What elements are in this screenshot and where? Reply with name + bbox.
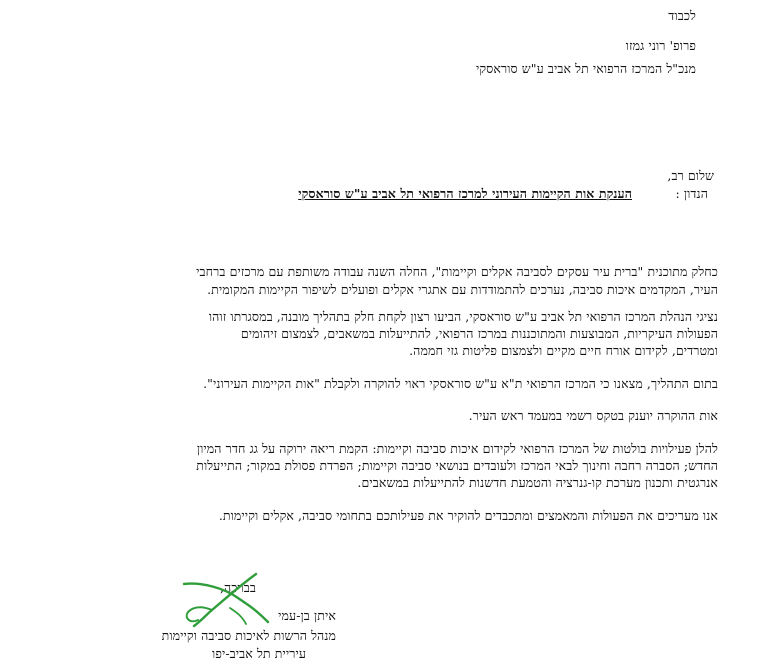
recipient-title: מנכ"ל המרכז הרפואי תל אביב ע"ש סוראסקי <box>475 61 696 76</box>
signature-title: מנהל הרשות לאיכות סביבה וקיימות <box>161 628 336 643</box>
paragraph-5-line-1: להלן פעילויות בולטות של המרכז הרפואי לקידום איכות סביבה וקיימות: הקמת ריאה ירוקה על גג חדר המיון <box>196 441 718 456</box>
signature-name: איתן בן-עמי <box>278 608 336 623</box>
greeting: שלום רב, <box>667 168 714 183</box>
paragraph-4-line-1: אות ההוקרה יוענק בטקס רשמי במעמד ראש העיר. <box>468 408 718 423</box>
paragraph-2-line-3: ומטרדים, לקידום אורח חיים מקיים ולצמצום פליטות גזי חממה. <box>409 343 718 358</box>
subject-label: הנדון : <box>675 186 708 201</box>
paragraph-6-line-1: אנו מעריכים את הפעולות והמאמצים ומתכבדים להוקיר את פעילותכם בתחומי סביבה, אקלים וקיימות. <box>218 508 718 523</box>
paragraph-3-line-1: בתום התהליך, מצאנו כי המרכז הרפואי ת"א ע"ש סוראסקי ראוי להוקרה ולקבלת "אות הקיימות העירוני". <box>203 376 718 391</box>
signature-organization: עיריית תל אביב-יפו <box>212 646 306 661</box>
paragraph-1-line-2: העיר, המקדמים איכות סביבה, נערכים להתמודדות עם אתגרי אקלים ופועלים לשיפור הקיימות המקומית. <box>207 282 718 297</box>
recipient-name: פרופ' רוני גמזו <box>625 38 696 53</box>
recipient-salutation: לכבוד <box>668 8 696 23</box>
paragraph-5-line-2: החדש; הסברה רחבה וחינוך לבאי המרכז ולעובדים בנושאי סביבה וקיימות; הפרדת פסולת במקור; התייעלות <box>196 458 718 473</box>
paragraph-2-line-1: נציגי הנהלת המרכז הרפואי תל אביב ע"ש סוראסקי, הביעו רצון לקחת חלק בתהליך מובנה, במסגרתו זוהו <box>208 309 718 324</box>
subject-text: הענקת אות הקיימות העירוני למרכז הרפואי תל אביב ע"ש סוראסקי <box>298 186 632 201</box>
signature-closing: בברכה, <box>219 580 256 595</box>
paragraph-1-line-1: כחלק מתוכנית "ברית עיר עסקים לסביבה אקלים וקיימות", החלה השנה עבודה משותפת עם מרכזים ברחבי <box>196 264 718 279</box>
paragraph-2-line-2: הפעולות העיקריות, המבוצעות והמתוכננות במרכז הרפואי, להתייעלות במשאבים, לצמצום זיהומים <box>240 326 718 341</box>
paragraph-5-line-3: אנרגטית ותכנון מערכת קו-גנרציה והטמעת חדשנות להתייעלות במשאבים. <box>357 475 718 490</box>
handwritten-signature <box>172 572 278 632</box>
